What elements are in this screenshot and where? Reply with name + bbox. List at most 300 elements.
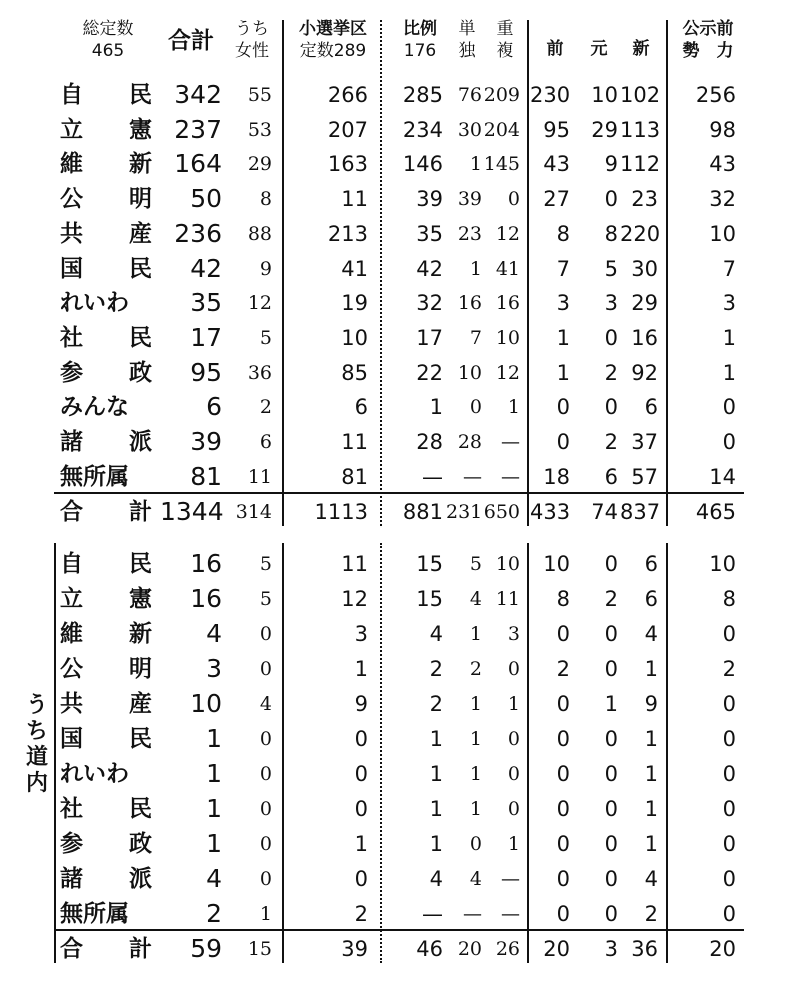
party-char: 諸 (60, 866, 83, 892)
new-cell: 1 (644, 832, 658, 856)
incumbent-cell: 0 (556, 762, 570, 786)
table-row (0, 320, 791, 355)
single-district-cell: 39 (341, 937, 368, 961)
header-label: 新 (632, 39, 650, 59)
women-cell: 88 (247, 222, 272, 245)
party-char: 自 (60, 82, 83, 108)
party-char: 憲 (129, 116, 152, 143)
former-cell: 3 (604, 291, 618, 316)
new-cell: 2 (644, 902, 658, 926)
incumbent-cell: 0 (556, 832, 570, 856)
incumbent-cell: 8 (556, 221, 570, 246)
women-cell: 0 (259, 763, 272, 785)
national-total-row (0, 494, 791, 529)
proportional-cell: 22 (416, 360, 443, 385)
dual-cell: 11 (495, 588, 520, 610)
party-name (60, 726, 152, 752)
party-name (60, 761, 152, 787)
strength-cell: 10 (709, 552, 736, 576)
table-row (0, 355, 791, 390)
proportional-cell: 1 (429, 797, 443, 821)
dual-cell: 1 (507, 693, 520, 715)
former-cell: 0 (604, 395, 618, 420)
party-char: 公 (60, 656, 83, 682)
header-label: 勢 力 (682, 41, 734, 61)
header-label: 単 (458, 19, 476, 39)
single-district-cell: 207 (327, 117, 368, 142)
new-cell: 220 (620, 221, 661, 246)
party-char: 参 (60, 359, 83, 386)
incumbent-cell: 1 (556, 325, 570, 350)
party-char: 産 (129, 691, 152, 717)
incumbent-cell: 0 (556, 797, 570, 821)
party-char: 新 (129, 151, 152, 178)
party-char: 派 (129, 866, 152, 892)
dual-cell: 204 (483, 118, 520, 141)
party-char: 明 (129, 656, 152, 682)
single-only-cell: 1 (469, 257, 482, 280)
former-cell: 2 (604, 360, 618, 385)
party-name (60, 499, 152, 525)
total-cell: 50 (190, 184, 222, 214)
table-row (0, 285, 791, 320)
strength-cell: 0 (722, 832, 736, 856)
table-row (0, 146, 791, 181)
party-name (60, 290, 152, 316)
strength-cell: 1 (722, 325, 736, 350)
women-cell: 6 (259, 431, 272, 453)
party-char: みんな (60, 394, 129, 421)
party-name (60, 796, 152, 822)
party-name (60, 151, 152, 177)
proportional-cell: 881 (402, 500, 443, 524)
party-name (60, 656, 152, 682)
party-char: 合 (60, 936, 83, 962)
party-name (60, 325, 152, 351)
former-cell: 0 (604, 797, 618, 821)
strength-cell: 3 (722, 291, 736, 316)
table-row (0, 581, 791, 616)
incumbent-cell: 8 (556, 587, 570, 611)
incumbent-cell: 43 (543, 152, 570, 177)
dual-cell: — (501, 903, 520, 925)
table-row (0, 216, 791, 251)
total-cell: 1 (206, 794, 222, 823)
party-char: 国 (60, 726, 83, 752)
incumbent-cell: 1 (556, 360, 570, 385)
single-district-cell: 0 (354, 762, 368, 786)
women-cell: 1 (259, 903, 272, 925)
proportional-cell: 4 (429, 622, 443, 646)
strength-cell: 0 (722, 692, 736, 716)
party-name (60, 691, 152, 717)
party-name (60, 221, 152, 247)
party-name (60, 621, 152, 647)
party-char: 明 (129, 186, 152, 213)
single-district-cell: 9 (354, 692, 368, 716)
party-char: 民 (129, 324, 152, 351)
single-district-cell: 81 (341, 464, 368, 489)
new-cell: 30 (631, 256, 658, 281)
single-only-cell: 10 (457, 361, 482, 384)
single-only-cell: 1 (469, 763, 482, 785)
dual-cell: 0 (507, 798, 520, 820)
new-cell: 1 (644, 797, 658, 821)
women-cell: 0 (259, 798, 272, 820)
single-only-cell: 4 (469, 588, 482, 610)
single-only-cell: 76 (457, 84, 482, 106)
former-cell: 3 (604, 937, 618, 961)
new-cell: 6 (644, 395, 658, 420)
former-cell: 0 (604, 832, 618, 856)
proportional-cell: 46 (416, 937, 443, 961)
incumbent-cell: 3 (556, 291, 570, 316)
party-name (60, 551, 152, 577)
former-cell: 0 (604, 727, 618, 751)
new-cell: 16 (631, 325, 658, 350)
total-cell: 42 (190, 253, 222, 283)
header-label: 公示前 (682, 19, 734, 39)
total-cell: 35 (190, 288, 222, 318)
dual-cell: 41 (495, 257, 520, 280)
women-cell: 5 (259, 326, 272, 349)
total-cell: 59 (190, 934, 222, 963)
new-cell: 9 (644, 692, 658, 716)
new-cell: 23 (631, 187, 658, 212)
former-cell: 5 (604, 256, 618, 281)
single-district-cell: 10 (341, 325, 368, 350)
women-cell: 0 (259, 623, 272, 645)
single-district-cell: 3 (354, 622, 368, 646)
incumbent-cell: 27 (543, 187, 570, 212)
party-char: 共 (60, 691, 83, 717)
party-name (60, 117, 152, 143)
proportional-cell: 15 (416, 552, 443, 576)
party-char: 計 (129, 499, 152, 525)
side-char: 内 (25, 771, 48, 796)
former-cell: 2 (604, 430, 618, 454)
single-district-cell: 12 (341, 587, 368, 611)
former-cell: 0 (604, 552, 618, 576)
rule-after-women-2 (282, 543, 284, 963)
total-cell: 236 (174, 218, 222, 248)
new-cell: 57 (631, 464, 658, 489)
total-cell: 164 (174, 149, 222, 179)
proportional-cell: 35 (416, 221, 443, 246)
strength-cell: 0 (722, 867, 736, 891)
proportional-cell: 2 (429, 657, 443, 681)
women-cell: 0 (259, 868, 272, 890)
single-district-cell: 213 (327, 221, 368, 246)
hokkaido-total-row (0, 931, 791, 966)
party-char: 共 (60, 220, 83, 247)
strength-cell: 1 (722, 360, 736, 385)
new-cell: 37 (631, 430, 658, 454)
party-char: 民 (129, 255, 152, 282)
women-cell: 55 (247, 84, 272, 106)
new-cell: 112 (620, 152, 661, 177)
single-only-cell: 30 (457, 118, 482, 141)
dual-cell: — (501, 868, 520, 890)
party-char: 公 (60, 186, 83, 213)
party-char: 社 (60, 796, 83, 822)
strength-cell: 2 (722, 657, 736, 681)
new-cell: 1 (644, 727, 658, 751)
strength-cell: 256 (695, 83, 736, 107)
total-cell: 10 (190, 689, 222, 718)
rule-after-single-dotted-2 (380, 543, 382, 963)
single-district-cell: 11 (341, 187, 368, 212)
party-char: 立 (60, 586, 83, 612)
party-name (60, 82, 152, 108)
party-char: 自 (60, 551, 83, 577)
single-district-cell: 6 (354, 395, 368, 420)
party-name (60, 464, 152, 490)
former-cell: 6 (604, 464, 618, 489)
table-row (0, 721, 791, 756)
single-only-cell: — (463, 903, 482, 925)
table-row (0, 756, 791, 791)
women-cell: 12 (247, 292, 272, 315)
dual-cell: 145 (483, 153, 520, 176)
table-row (0, 896, 791, 931)
proportional-cell: 285 (402, 83, 443, 107)
total-cell: 1 (206, 724, 222, 753)
table-row (0, 651, 791, 686)
header-label: 合計 (168, 28, 214, 54)
proportional-cell: 146 (402, 152, 443, 177)
strength-cell: 0 (722, 395, 736, 420)
incumbent-cell: 2 (556, 657, 570, 681)
party-char: 維 (60, 151, 83, 178)
party-name (60, 429, 152, 455)
strength-cell: 8 (722, 587, 736, 611)
dual-cell: — (501, 431, 520, 453)
single-district-cell: 1 (354, 657, 368, 681)
party-name (60, 394, 152, 420)
single-only-cell: 5 (469, 553, 482, 575)
proportional-cell: — (422, 464, 443, 489)
proportional-cell: 1 (429, 395, 443, 420)
women-cell: 5 (259, 588, 272, 610)
single-only-cell: 4 (469, 868, 482, 890)
strength-cell: 43 (709, 152, 736, 177)
party-char: 民 (129, 551, 152, 577)
single-district-cell: 19 (341, 291, 368, 316)
proportional-cell: 17 (416, 325, 443, 350)
strength-cell: 10 (709, 221, 736, 246)
party-char: 国 (60, 255, 83, 282)
table-row (0, 389, 791, 424)
new-cell: 1 (644, 657, 658, 681)
new-cell: 29 (631, 291, 658, 316)
former-cell: 0 (604, 762, 618, 786)
table-row (0, 459, 791, 494)
dual-cell: 3 (507, 623, 520, 645)
dual-cell: — (501, 465, 520, 488)
single-district-cell: 41 (341, 256, 368, 281)
new-cell: 1 (644, 762, 658, 786)
former-cell: 0 (604, 902, 618, 926)
women-cell: 11 (247, 465, 272, 488)
proportional-cell: 1 (429, 727, 443, 751)
strength-cell: 7 (722, 256, 736, 281)
new-cell: 837 (620, 500, 661, 524)
total-cell: 1 (206, 759, 222, 788)
single-only-cell: 0 (469, 833, 482, 855)
table-row (0, 181, 791, 216)
party-char: 政 (129, 359, 152, 386)
side-char: ち (25, 719, 48, 744)
new-cell: 4 (644, 622, 658, 646)
women-cell: 4 (259, 693, 272, 715)
total-cell: 81 (190, 461, 222, 491)
total-cell: 237 (174, 114, 222, 144)
table-row (0, 826, 791, 861)
rule-after-women (282, 20, 284, 526)
proportional-cell: 2 (429, 692, 443, 716)
single-district-cell: 0 (354, 727, 368, 751)
party-name (60, 901, 152, 927)
proportional-cell: 1 (429, 832, 443, 856)
total-cell: 3 (206, 654, 222, 683)
party-char: 憲 (129, 586, 152, 612)
rule-after-new-2 (666, 543, 668, 963)
header-label: 前 (546, 39, 564, 59)
proportional-cell: 32 (416, 291, 443, 316)
table-row (0, 861, 791, 896)
party-char: 民 (129, 796, 152, 822)
dual-cell: 0 (507, 763, 520, 785)
party-char: 諸 (60, 429, 83, 455)
rule-after-single-dotted (380, 20, 382, 526)
proportional-cell: 234 (402, 117, 443, 142)
single-district-cell: 0 (354, 797, 368, 821)
party-name (60, 186, 152, 212)
strength-cell: 20 (709, 937, 736, 961)
incumbent-cell: 20 (543, 937, 570, 961)
women-cell: 314 (235, 501, 272, 523)
party-char: れいわ (60, 761, 129, 787)
dual-cell: 26 (495, 938, 520, 960)
dual-cell: 10 (495, 326, 520, 349)
women-cell: 9 (259, 257, 272, 280)
rule-after-new (666, 20, 668, 526)
incumbent-cell: 18 (543, 464, 570, 489)
dual-cell: 12 (495, 361, 520, 384)
dual-cell: 650 (483, 501, 520, 523)
women-cell: 8 (259, 188, 272, 211)
dual-cell: 0 (507, 658, 520, 680)
proportional-cell: 28 (416, 430, 443, 454)
party-char: 民 (129, 726, 152, 752)
single-district-cell: 163 (327, 152, 368, 177)
total-cell: 1344 (160, 497, 224, 526)
strength-cell: 14 (709, 464, 736, 489)
former-cell: 0 (604, 622, 618, 646)
incumbent-cell: 0 (556, 622, 570, 646)
single-only-cell: 1 (469, 153, 482, 176)
total-cell: 4 (206, 864, 222, 893)
side-char: う (25, 693, 48, 718)
incumbent-cell: 0 (556, 430, 570, 454)
single-district-cell: 11 (341, 552, 368, 576)
party-name (60, 831, 152, 857)
strength-cell: 0 (722, 797, 736, 821)
party-char: 合 (60, 499, 83, 525)
table-row (0, 546, 791, 581)
total-cell: 16 (190, 549, 222, 578)
party-char: 無所属 (60, 463, 129, 490)
dual-cell: 10 (495, 553, 520, 575)
rule-after-dual-2 (527, 543, 529, 963)
single-district-cell: 0 (354, 867, 368, 891)
single-district-cell: 11 (341, 430, 368, 454)
party-char: 計 (129, 936, 152, 962)
header-label: 定数289 (299, 41, 367, 61)
party-char: 派 (129, 429, 152, 455)
proportional-cell: 1 (429, 762, 443, 786)
former-cell: 74 (591, 500, 618, 524)
strength-cell: 465 (695, 500, 736, 524)
single-only-cell: 23 (457, 222, 482, 245)
women-cell: 15 (247, 938, 272, 960)
strength-cell: 0 (722, 902, 736, 926)
dual-cell: 0 (507, 188, 520, 211)
women-cell: 29 (247, 153, 272, 176)
strength-cell: 0 (722, 622, 736, 646)
party-char: 新 (129, 621, 152, 647)
former-cell: 10 (591, 83, 618, 107)
new-cell: 36 (631, 937, 658, 961)
party-name (60, 586, 152, 612)
dual-cell: 0 (507, 728, 520, 750)
single-only-cell: 28 (457, 431, 482, 453)
new-cell: 113 (620, 117, 661, 142)
party-name (60, 866, 152, 892)
single-only-cell: 16 (457, 292, 482, 315)
strength-cell: 0 (722, 762, 736, 786)
women-cell: 0 (259, 728, 272, 750)
party-char: 産 (129, 220, 152, 247)
party-char: 参 (60, 831, 83, 857)
former-cell: 8 (604, 221, 618, 246)
header-label: 176 (403, 41, 437, 61)
single-only-cell: — (463, 465, 482, 488)
proportional-cell: 39 (416, 187, 443, 212)
former-cell: 29 (591, 117, 618, 142)
party-char: 政 (129, 831, 152, 857)
former-cell: 0 (604, 325, 618, 350)
strength-cell: 0 (722, 727, 736, 751)
table-row (0, 686, 791, 721)
total-cell: 2 (206, 899, 222, 928)
party-name (60, 360, 152, 386)
proportional-cell: 4 (429, 867, 443, 891)
dual-cell: 16 (495, 292, 520, 315)
new-cell: 6 (644, 587, 658, 611)
single-only-cell: 2 (469, 658, 482, 680)
former-cell: 0 (604, 187, 618, 212)
single-only-cell: 1 (469, 728, 482, 750)
women-cell: 0 (259, 833, 272, 855)
total-cell: 16 (190, 584, 222, 613)
single-only-cell: 1 (469, 798, 482, 820)
single-district-cell: 266 (327, 83, 368, 107)
party-char: 立 (60, 116, 83, 143)
strength-cell: 98 (709, 117, 736, 142)
proportional-cell: — (422, 902, 443, 926)
